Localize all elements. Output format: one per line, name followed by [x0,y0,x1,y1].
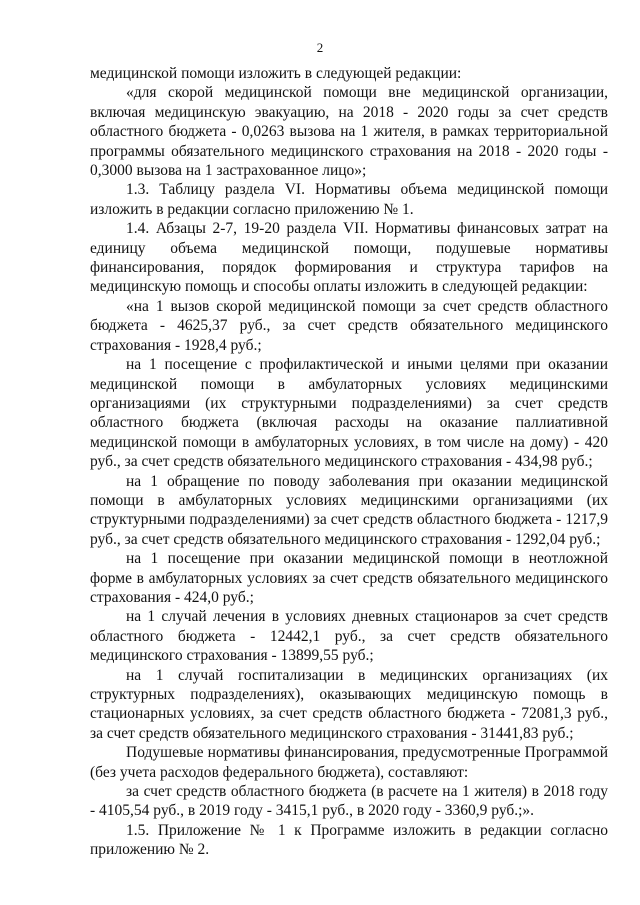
paragraph-appeal-cost: на 1 обращение по поводу заболевания при оказании медицинской помощи в амбулаторных условиях медицинскими организациями (их структурными подразделениями) за счет средств областного бюджета - 1217,9 руб., за счет средств обязательного медицинского страхования - 1292,04 руб.; [90,472,608,548]
page-number: 2 [316,40,324,55]
paragraph-intro: медицинской помощи изложить в следующей редакции: [90,65,462,82]
paragraph-1-4: 1.4. Абзацы 2-7, 19-20 раздела VII. Нормативы финансовых затрат на единицу объема медицинской помощи, подушевые нормативы финансирования, порядок формирования и структура тарифов на медицинскую помощь и способы оплаты изложить в следующей редакции: [90,220,608,296]
paragraph-per-capita-values: за счет средств областного бюджета (в расчете на 1 жителя) в 2018 году - 4105,54 руб., в 2019 году - 3415,1 руб., в 2020 году - 3360,9 руб.;». [90,783,608,820]
paragraph-ambulance-volume: «для скорой медицинской помощи вне медицинской организации, включая медицинскую эвакуацию, на 2018 - 2020 годы за счет средств областного бюджета - 0,0263 вызова на 1 жителя, в рамках территориальной программы обязательного медицинского страхования на 2018 - 2020 годы - 0,3000 вызова на 1 застрахованное лицо»; [90,84,608,180]
paragraph-1-5: 1.5. Приложение № 1 к Программе изложить в редакции согласно приложению № 2. [90,821,608,859]
paragraph-urgent-visit-cost: на 1 посещение при оказании медицинской помощи в неотложной форме в амбулаторных условиях за счет средств обязательного медицинского страхования - 424,0 руб.; [90,550,608,606]
paragraph-1-3: 1.3. Таблицу раздела VI. Нормативы объема медицинской помощи изложить в редакции согласно приложению № 1. [90,181,608,218]
paragraph-visit-cost: на 1 посещение с профилактической и иными целями при оказании медицинской помощи в амбулаторных условиях медицинскими организациями (их структурными подразделениями) за счет средств областного бюджета (включая расходы на оказание паллиативной медицинской помощи в амбулаторных условиях, в том числе на дому) - 420 руб., за счет средств обязательного медицинского страхования - 434,98 руб.; [90,356,608,471]
paragraph-day-hospital-cost: на 1 случай лечения в условиях дневных стационаров за счет средств областного бюджета - 12442,1 руб., за счет средств обязательного медицинского страхования - 13899,55 руб.; [90,608,608,665]
paragraph-per-capita-intro: Подушевые нормативы финансирования, предусмотренные Программой (без учета расходов федерального бюджета), составляют: [90,744,608,781]
document-body [90,64,608,860]
paragraph-call-cost: «на 1 вызов скорой медицинской помощи за счет средств областного бюджета - 4625,37 руб., за счет средств обязательного медицинского страхования - 1928,4 руб.; [90,297,608,354]
paragraph-hospitalization-cost: на 1 случай госпитализации в медицинских организациях (их структурных подразделениях), оказывающих медицинскую помощь в стационарных условиях, за счет средств областного бюджета - 72081,3 руб., за счет средств обязательного медицинского страхования - 31441,83 руб.; [90,666,608,742]
